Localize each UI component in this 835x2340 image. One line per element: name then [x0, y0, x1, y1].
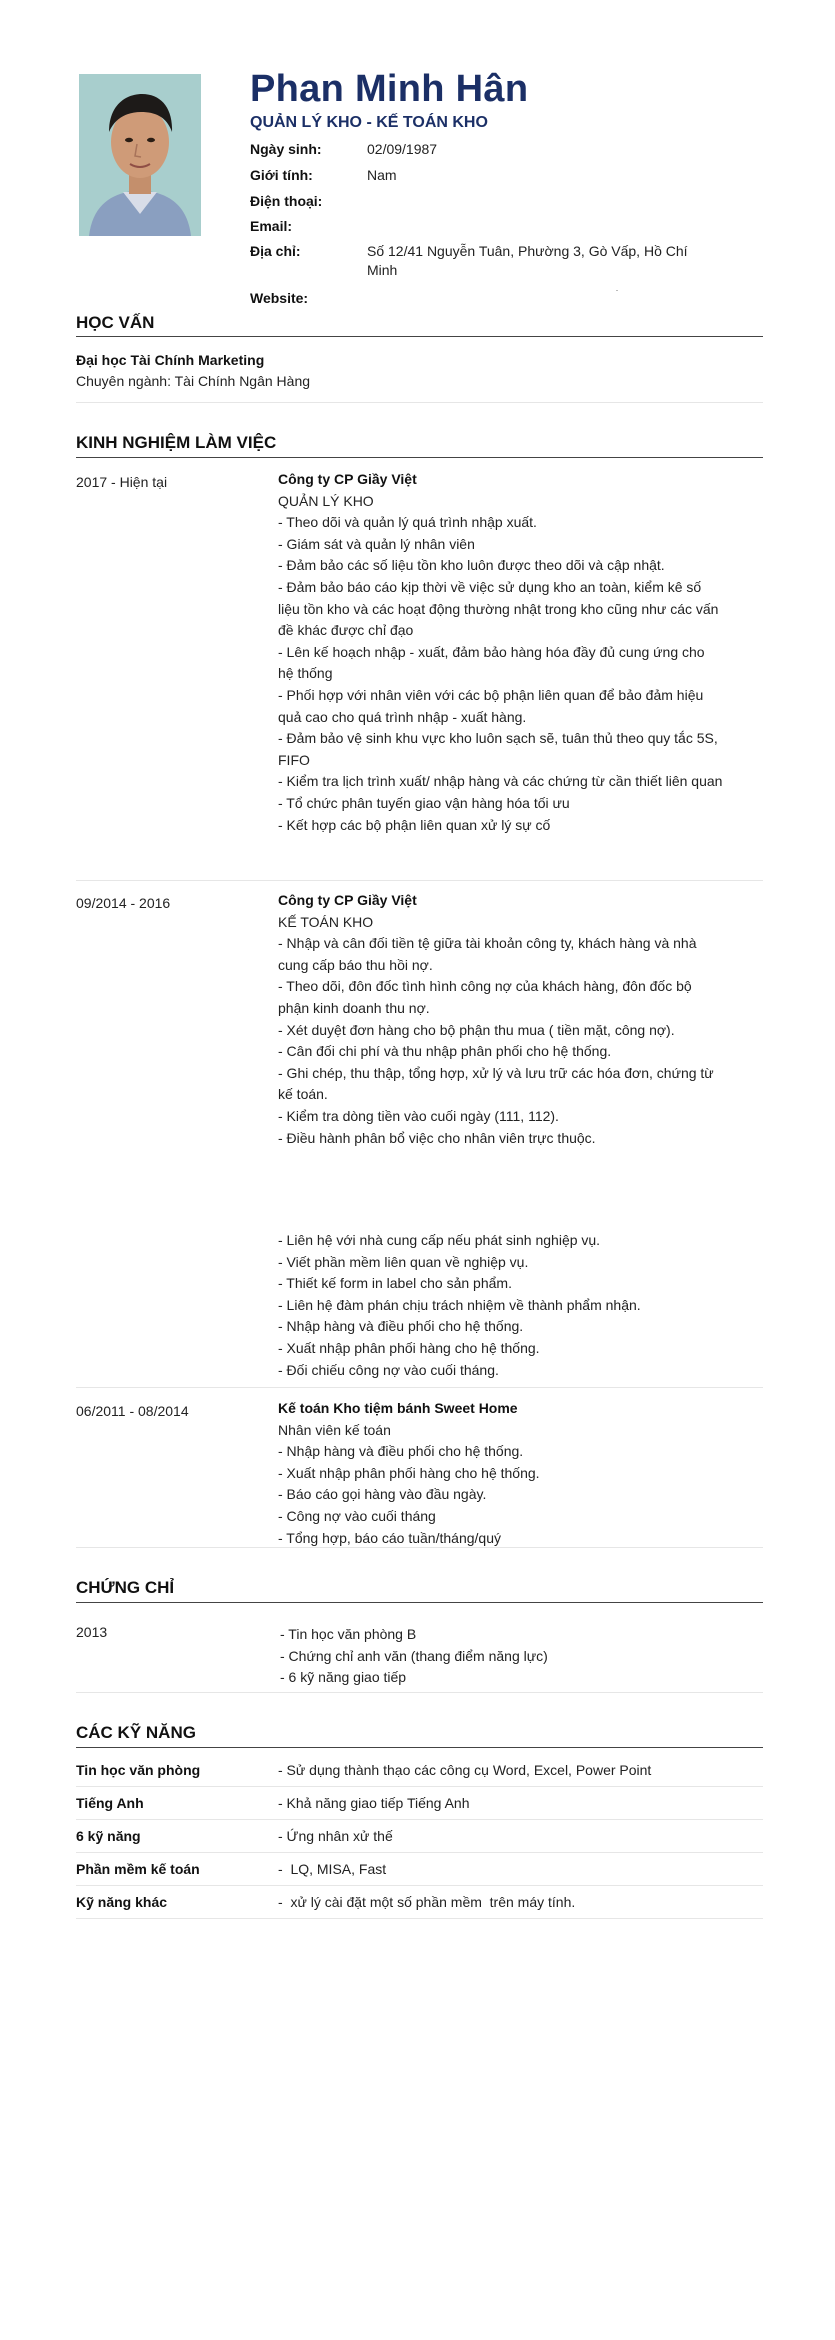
skill-description: - xử lý cài đặt một số phần mềm trên máy tính. — [278, 1894, 576, 1910]
job-duty: - Đối chiếu công nợ vào cuối tháng. — [278, 1361, 499, 1378]
skill-row — [76, 1886, 763, 1919]
job-duty: - Kiểm tra dòng tiền vào cuối ngày (111, 112). — [278, 1107, 559, 1124]
skill-row — [76, 1853, 763, 1886]
section-title-experience: KINH NGHIỆM LÀM VIỆC — [76, 433, 277, 452]
section-title-skills: CÁC KỸ NĂNG — [76, 1723, 196, 1742]
job-duty: - Báo cáo gọi hàng vào đầu ngày. — [278, 1486, 487, 1503]
job-duty: - Ghi chép, thu thập, tổng hợp, xử lý và lưu trữ các hóa đơn, chứng từ kế toán. — [278, 1064, 714, 1103]
job-company: Kế toán Kho tiệm bánh Sweet Home — [278, 1400, 518, 1416]
job-duty: - Tổng hợp, báo cáo tuần/tháng/quý — [278, 1529, 501, 1546]
certificate-item: - 6 kỹ năng giao tiếp — [280, 1669, 407, 1686]
education-school: Đại học Tài Chính Marketing — [76, 352, 265, 368]
job-duty: - Công nợ vào cuối tháng — [278, 1507, 436, 1524]
job-duty: - Liên hệ đàm phán chịu trách nhiệm về thành phẩm nhận. — [278, 1296, 641, 1313]
job-duty: - Phối hợp với nhân viên với các bộ phận liên quan để bảo đảm hiệu quả cao cho quá trình nhập - xuất hàng. — [278, 686, 704, 725]
section-divider — [76, 457, 763, 458]
job-duties-continued — [278, 1230, 723, 1381]
job-duty: - Kiểm tra lịch trình xuất/ nhập hàng và các chứng từ cần thiết liên quan — [278, 773, 723, 790]
job-duty: - Viết phần mềm liên quan về nghiệp vụ. — [278, 1253, 529, 1270]
job-duty: - Theo dõi, đôn đốc tình hình công nợ của khách hàng, đôn đốc bộ phận kinh doanh thu nợ. — [278, 978, 692, 1016]
row-divider — [76, 402, 763, 403]
section-divider — [76, 1602, 763, 1603]
row-divider — [76, 880, 763, 881]
certificate-list — [280, 1624, 548, 1689]
skill-row — [76, 1754, 763, 1787]
job-duty: - Thiết kế form in label cho sản phẩm. — [278, 1275, 512, 1292]
job-duty: - Xuất nhập phân phối hàng cho hệ thống. — [278, 1464, 540, 1481]
certificate-item: - Tin học văn phòng B — [280, 1626, 417, 1642]
job-company: Công ty CP Giầy Việt — [278, 892, 417, 908]
job-duty: - Lên kế hoạch nhập - xuất, đảm bảo hàng hóa đầy đủ cung ứng cho hệ thống — [278, 643, 705, 682]
section-divider — [76, 1747, 763, 1748]
skill-row — [76, 1787, 763, 1820]
info-value: 02/09/1987 — [367, 141, 438, 157]
skill-description: - LQ, MISA, Fast — [278, 1861, 387, 1877]
job-position: KẾ TOÁN KHO — [278, 913, 374, 930]
person-portrait-icon — [79, 74, 201, 236]
row-divider — [76, 1387, 763, 1388]
job-duties — [278, 512, 723, 836]
job-position: Nhân viên kế toán — [278, 1421, 391, 1438]
info-value: Số 12/41 Nguyễn Tuân, Phường 3, Gò Vấp, Hồ Chí Minh — [367, 243, 688, 278]
job-duty: - Xét duyệt đơn hàng cho bộ phận thu mua ( tiền mặt, công nợ). — [278, 1021, 675, 1038]
skill-name: Phần mềm kế toán — [76, 1861, 200, 1877]
skill-description: - Sử dụng thành thạo các công cụ Word, Excel, Power Point — [278, 1762, 652, 1778]
job-duty: - Tổ chức phân tuyến giao vận hàng hóa tối ưu — [278, 794, 570, 811]
job-entry — [278, 890, 723, 1149]
candidate-title: QUẢN LÝ KHO - KẾ TOÁN KHO — [250, 114, 488, 131]
job-entry — [278, 1398, 723, 1549]
job-duty: - Theo dõi và quản lý quá trình nhập xuất. — [278, 514, 537, 531]
job-duty: - Kết hợp các bộ phận liên quan xử lý sự cố — [278, 816, 551, 833]
job-duty: - Đảm bảo báo cáo kịp thời về việc sử dụng kho an toàn, kiểm kê số liệu tồn kho và các hoạt động thường nhật trong kho cũng như các vấn đề khác được chỉ đạo — [278, 578, 719, 639]
job-duty: - Giám sát và quản lý nhân viên — [278, 535, 475, 552]
info-label: Địa chỉ: — [250, 243, 301, 259]
info-value: Nam — [367, 167, 397, 183]
section-title-education: HỌC VẤN — [76, 313, 155, 332]
divider-dot — [616, 290, 618, 291]
skill-name: Kỹ năng khác — [76, 1894, 168, 1910]
job-duty: - Nhập hàng và điều phối cho hệ thống. — [278, 1443, 524, 1460]
candidate-name: Phan Minh Hân — [250, 68, 529, 110]
job-period: 09/2014 - 2016 — [76, 895, 171, 911]
skill-row — [76, 1820, 763, 1853]
row-divider — [76, 1692, 763, 1693]
job-duty: - Nhập và cân đối tiền tệ giữa tài khoản công ty, khách hàng và nhà cung cấp báo thu hồi nợ. — [278, 935, 697, 973]
skill-name: Tiếng Anh — [76, 1795, 144, 1811]
profile-photo — [79, 74, 201, 236]
job-duty: - Liên hệ với nhà cung cấp nếu phát sinh nghiệp vụ. — [278, 1232, 601, 1248]
info-label: Giới tính: — [250, 167, 313, 183]
job-duty: - Đảm bảo vệ sinh khu vực kho luôn sạch sẽ, tuân thủ theo quy tắc 5S, FIFO — [278, 730, 718, 768]
job-duty: - Xuất nhập phân phối hàng cho hệ thống. — [278, 1339, 540, 1356]
info-label: Email: — [250, 218, 293, 234]
skill-description: - Ứng nhân xử thế — [278, 1828, 393, 1844]
job-period: 2017 - Hiện tại — [76, 474, 168, 490]
section-title-certificates: CHỨNG CHỈ — [76, 1578, 175, 1597]
job-duties — [278, 933, 723, 1149]
skill-name: 6 kỹ năng — [76, 1828, 141, 1844]
skill-name: Tin học văn phòng — [76, 1762, 201, 1778]
info-label: Website: — [250, 290, 309, 306]
row-divider — [76, 1547, 763, 1548]
education-major: Chuyên ngành: Tài Chính Ngân Hàng — [76, 373, 311, 389]
job-duties — [278, 1230, 723, 1381]
job-duties — [278, 1441, 723, 1549]
job-duty: - Cân đối chi phí và thu nhập phân phối cho hệ thống. — [278, 1043, 612, 1060]
certificate-year: 2013 — [76, 1624, 108, 1640]
info-label: Điện thoại: — [250, 193, 323, 209]
job-duty: - Nhập hàng và điều phối cho hệ thống. — [278, 1318, 524, 1335]
section-divider — [76, 336, 763, 337]
job-period: 06/2011 - 08/2014 — [76, 1403, 189, 1419]
row-divider — [76, 1918, 763, 1919]
certificate-item: - Chứng chỉ anh văn (thang điểm năng lực) — [280, 1647, 548, 1664]
job-duty: - Điều hành phân bổ việc cho nhân viên trực thuộc. — [278, 1129, 596, 1146]
job-duty: - Đảm bảo các số liệu tồn kho luôn được theo dõi và cập nhật. — [278, 557, 665, 574]
job-position: QUẢN LÝ KHO — [278, 492, 374, 509]
skill-description: - Khả năng giao tiếp Tiếng Anh — [278, 1795, 470, 1811]
info-label: Ngày sinh: — [250, 141, 322, 157]
job-company: Công ty CP Giầy Việt — [278, 471, 417, 487]
job-entry — [278, 469, 723, 836]
